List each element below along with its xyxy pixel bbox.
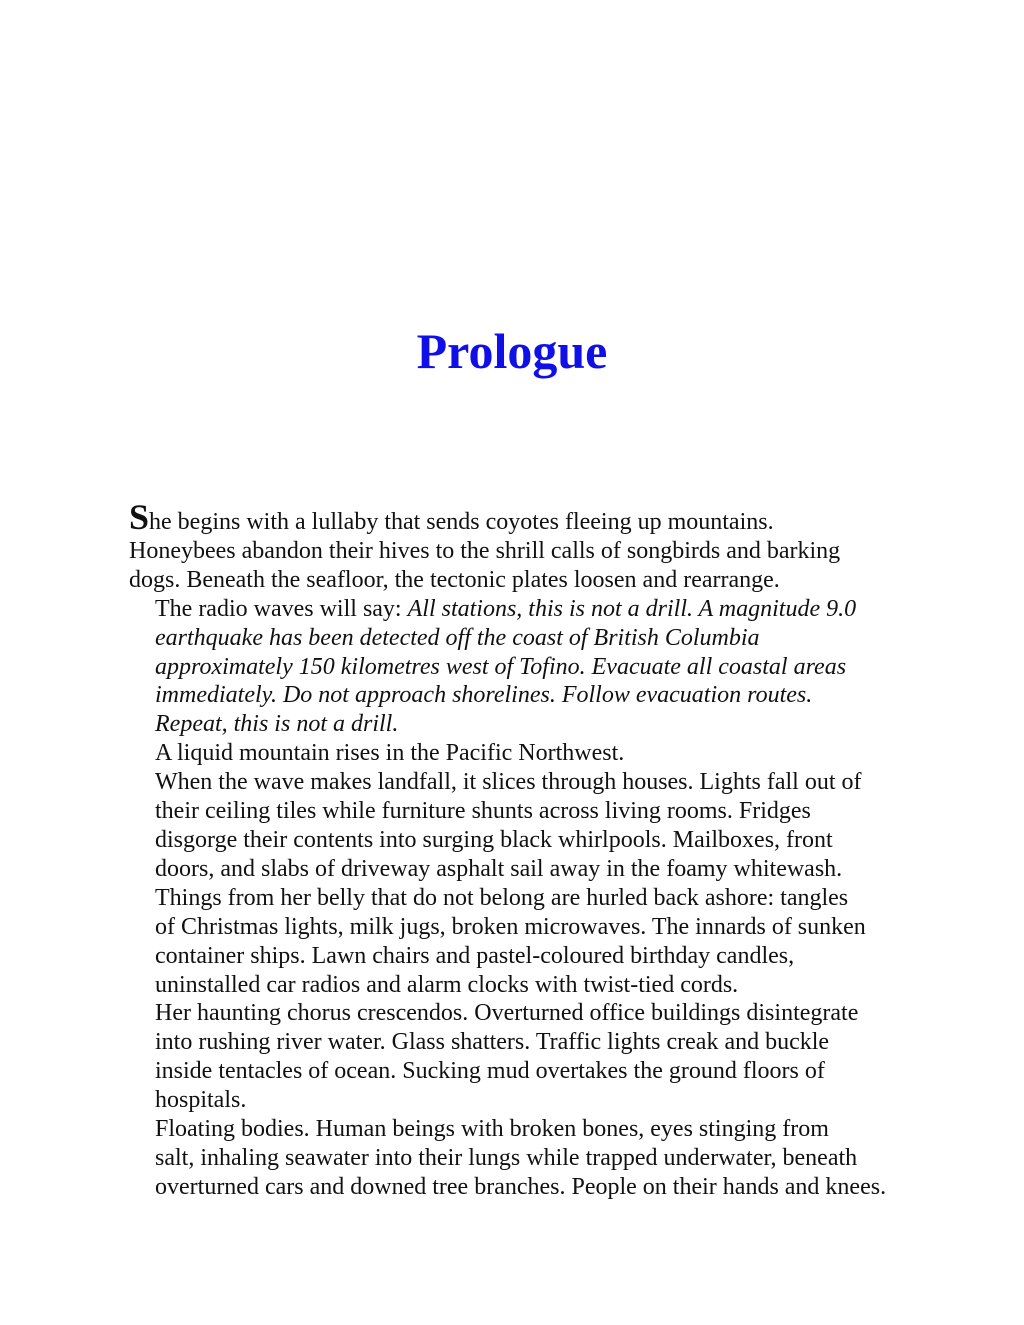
drop-cap: S bbox=[129, 497, 150, 537]
text-line: Honeybees abandon their hives to the shrill calls of songbirds and barking bbox=[129, 537, 841, 564]
text-line: inside tentacles of ocean. Sucking mud overtakes the ground floors of bbox=[155, 1058, 825, 1085]
text-line bbox=[129, 595, 904, 624]
radio-broadcast-text: Repeat, this is not a drill. bbox=[155, 711, 399, 738]
text-line: salt, inhaling seawater into their lungs while trapped underwater, beneath bbox=[155, 1144, 858, 1171]
text-line: Things from her belly that do not belong are hurled back ashore: tangles bbox=[155, 884, 849, 911]
paragraph-3 bbox=[129, 739, 904, 768]
text-line: When the wave makes landfall, it slices through houses. Lights fall out of bbox=[155, 769, 862, 796]
text-line: She begins with a lullaby that sends coyotes fleeing up mountains. bbox=[129, 497, 774, 537]
text-line: of Christmas lights, milk jugs, broken microwaves. The innards of sunken bbox=[155, 913, 866, 940]
radio-broadcast-text: earthquake has been detected off the coast of British Columbia bbox=[155, 624, 760, 651]
paragraph-5 bbox=[129, 884, 904, 1000]
text-line: Her haunting chorus crescendos. Overturned office buildings disintegrate bbox=[155, 1000, 859, 1027]
radio-broadcast-text: All stations, this is not a drill. A magnitude 9.0 bbox=[407, 595, 857, 622]
radio-broadcast-text: approximately 150 kilometres west of Tofino. Evacuate all coastal areas bbox=[155, 653, 847, 680]
paragraph-6 bbox=[129, 999, 904, 1115]
paragraph-7 bbox=[129, 1115, 904, 1202]
text-line: their ceiling tiles while furniture shunts across living rooms. Fridges bbox=[155, 798, 811, 825]
text-line: overturned cars and downed tree branches. People on their hands and knees. bbox=[155, 1173, 887, 1200]
radio-broadcast-text: immediately. Do not approach shorelines. Follow evacuation routes. bbox=[155, 682, 813, 709]
paragraph-2 bbox=[129, 595, 904, 740]
text-line: hospitals. bbox=[155, 1087, 247, 1114]
prologue-body bbox=[129, 497, 904, 1202]
paragraph-1 bbox=[129, 497, 904, 595]
text-line: A liquid mountain rises in the Pacific Northwest. bbox=[155, 740, 625, 767]
paragraph-lead: The radio waves will say: bbox=[155, 595, 408, 622]
chapter-title: Prologue bbox=[416, 323, 608, 379]
text-line: Floating bodies. Human beings with broken bones, eyes stinging from bbox=[155, 1116, 829, 1143]
text-line: into rushing river water. Glass shatters. Traffic lights creak and buckle bbox=[155, 1029, 830, 1056]
text-line: disgorge their contents into surging black whirlpools. Mailboxes, front bbox=[155, 826, 833, 853]
text-line: dogs. Beneath the seafloor, the tectonic plates loosen and rearrange. bbox=[129, 566, 780, 593]
paragraph-4 bbox=[129, 768, 904, 884]
text-line: container ships. Lawn chairs and pastel-coloured birthday candles, bbox=[155, 942, 795, 969]
text-line: uninstalled car radios and alarm clocks with twist-tied cords. bbox=[155, 971, 739, 998]
text-line: doors, and slabs of driveway asphalt sail away in the foamy whitewash. bbox=[155, 855, 843, 882]
